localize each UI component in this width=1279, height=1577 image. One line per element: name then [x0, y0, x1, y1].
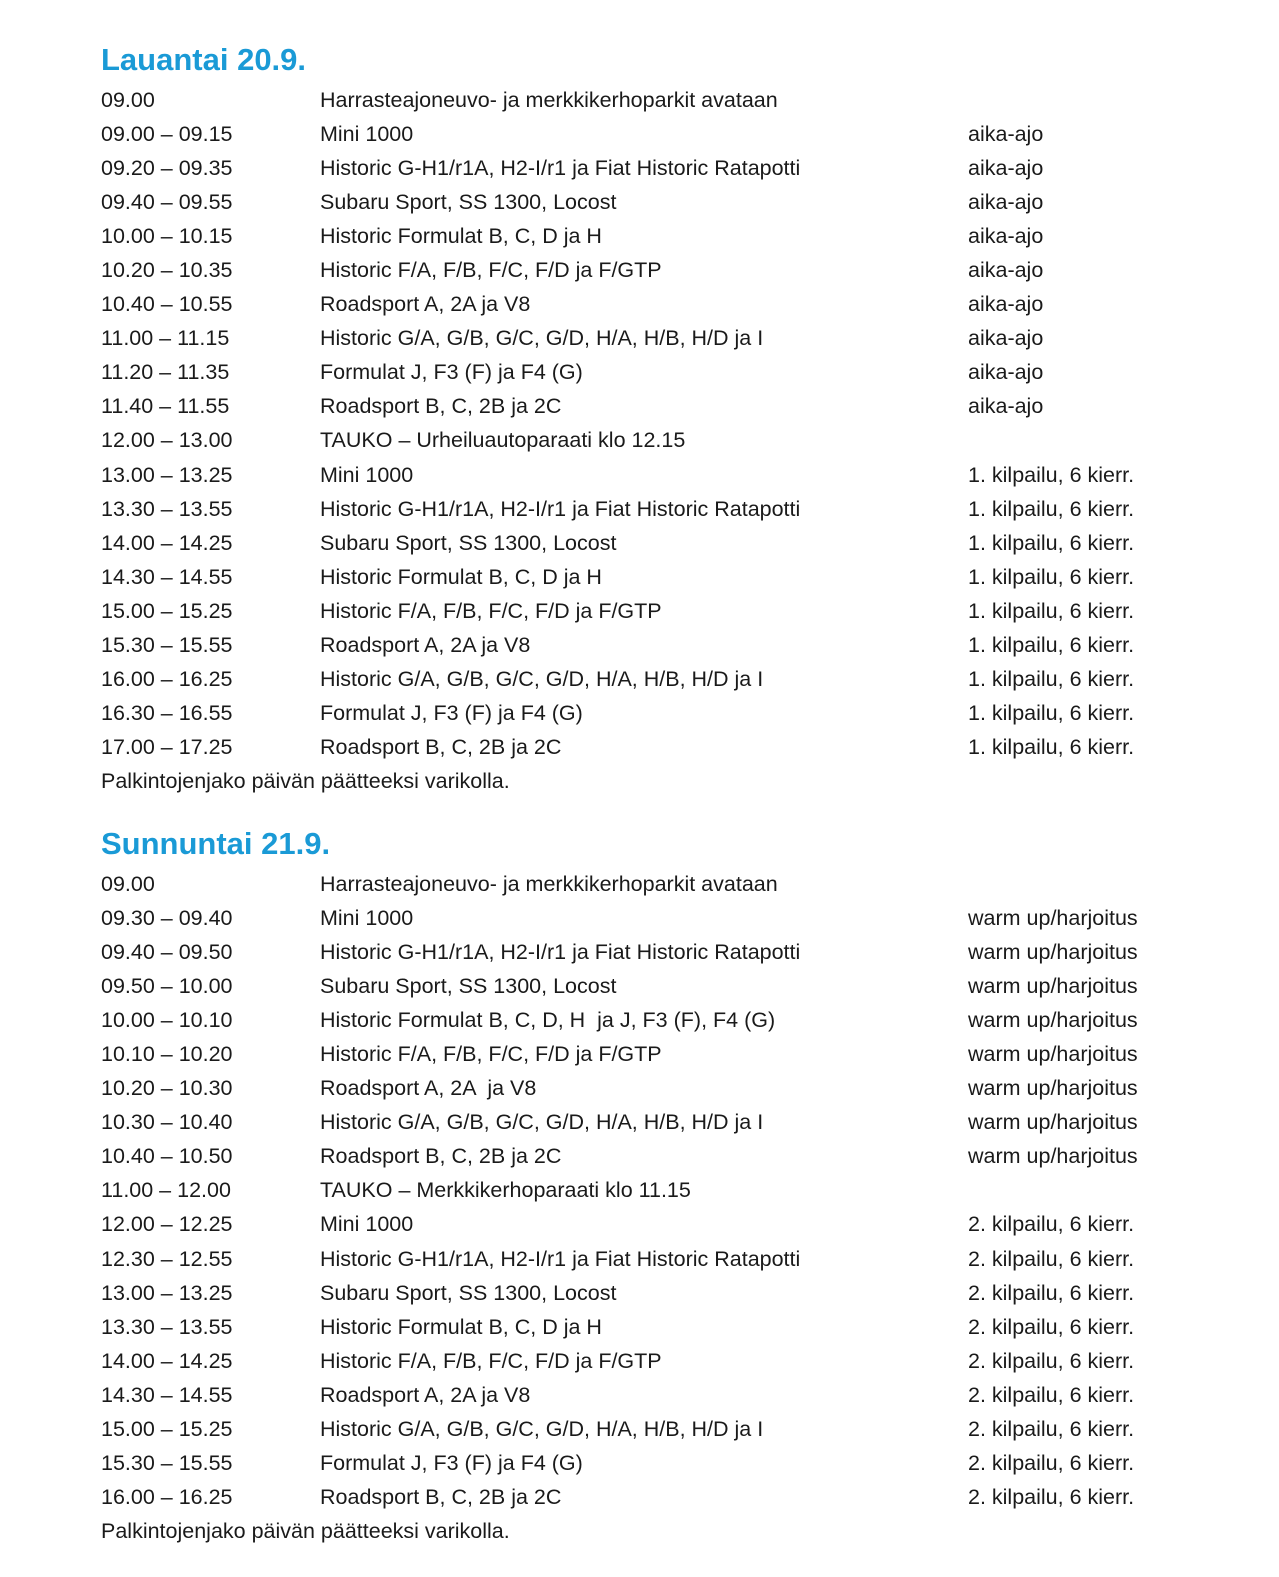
schedule-row: [101, 219, 1221, 253]
row-class: Roadsport B, C, 2B ja 2C: [320, 1144, 562, 1169]
row-time: 10.40 – 10.50: [101, 1144, 233, 1169]
row-time: 13.00 – 13.25: [101, 462, 233, 487]
row-type: aika-ajo: [968, 224, 1044, 249]
row-type: 1. kilpailu, 6 kierr.: [968, 598, 1135, 623]
schedule-row: [101, 696, 1221, 730]
row-class: Mini 1000: [320, 122, 414, 147]
row-class: Roadsport B, C, 2B ja 2C: [320, 394, 562, 419]
row-class: Historic G/A, G/B, G/C, G/D, H/A, H/B, H/D ja I: [320, 326, 764, 351]
row-class: Formulat J, F3 (F) ja F4 (G): [320, 1450, 583, 1475]
row-time: 10.10 – 10.20: [101, 1042, 233, 1067]
schedule-row: [101, 594, 1221, 628]
schedule-row: [101, 730, 1221, 764]
row-type: 2. kilpailu, 6 kierr.: [968, 1348, 1135, 1373]
schedule-row: [101, 1173, 1221, 1207]
schedule-row: [101, 1378, 1221, 1412]
schedule-row: [101, 526, 1221, 560]
row-time: 14.30 – 14.55: [101, 1382, 233, 1407]
row-time: 09.50 – 10.00: [101, 974, 233, 999]
row-class: Mini 1000: [320, 1212, 414, 1237]
row-class: Historic G-H1/r1A, H2-I/r1 ja Fiat Historic Ratapotti: [320, 940, 801, 965]
row-class: Historic F/A, F/B, F/C, F/D ja F/GTP: [320, 258, 662, 283]
schedule-row: [101, 1276, 1221, 1310]
row-class: Roadsport A, 2A ja V8: [320, 1076, 537, 1101]
sunday-schedule: [101, 867, 1221, 1514]
row-type: warm up/harjoitus: [968, 974, 1138, 999]
row-type: warm up/harjoitus: [968, 1076, 1138, 1101]
row-time: 10.00 – 10.15: [101, 224, 233, 249]
schedule-row: [101, 560, 1221, 594]
row-class: Historic F/A, F/B, F/C, F/D ja F/GTP: [320, 598, 662, 623]
row-class: Subaru Sport, SS 1300, Locost: [320, 1280, 617, 1305]
row-class: Formulat J, F3 (F) ja F4 (G): [320, 360, 583, 385]
row-time: 14.00 – 14.25: [101, 530, 233, 555]
schedule-row: [101, 1242, 1221, 1276]
schedule-row: [101, 1310, 1221, 1344]
row-time: 11.20 – 11.35: [101, 360, 230, 385]
row-time: 12.00 – 13.00: [101, 428, 233, 453]
row-class: Mini 1000: [320, 462, 414, 487]
row-type: warm up/harjoitus: [968, 1008, 1138, 1033]
schedule-row: [101, 458, 1221, 492]
row-type: 2. kilpailu, 6 kierr.: [968, 1212, 1135, 1237]
row-type: 2. kilpailu, 6 kierr.: [968, 1484, 1135, 1509]
row-class: Subaru Sport, SS 1300, Locost: [320, 190, 617, 215]
saturday-schedule: [101, 83, 1221, 764]
row-class: Roadsport B, C, 2B ja 2C: [320, 734, 562, 759]
row-type: 1. kilpailu, 6 kierr.: [968, 632, 1135, 657]
row-time: 10.30 – 10.40: [101, 1110, 233, 1135]
row-type: 1. kilpailu, 6 kierr.: [968, 462, 1135, 487]
row-time: 14.30 – 14.55: [101, 564, 233, 589]
sunday-footer: Palkintojenjako päivän päätteeksi varikolla.: [101, 1518, 510, 1543]
row-class: Historic F/A, F/B, F/C, F/D ja F/GTP: [320, 1042, 662, 1067]
schedule-row: [101, 662, 1221, 696]
saturday-footer: Palkintojenjako päivän päätteeksi varikolla.: [101, 768, 510, 793]
row-time: 09.00: [101, 88, 155, 112]
row-type: [968, 1173, 1221, 1207]
row-class: Roadsport A, 2A ja V8: [320, 292, 531, 317]
schedule-row: [101, 1105, 1221, 1139]
row-time: 09.40 – 09.55: [101, 190, 233, 215]
row-time: 11.40 – 11.55: [101, 394, 230, 419]
row-type: 1. kilpailu, 6 kierr.: [968, 734, 1135, 759]
row-time: 13.00 – 13.25: [101, 1280, 233, 1305]
row-time: 15.00 – 15.25: [101, 1416, 233, 1441]
row-type: aika-ajo: [968, 292, 1044, 317]
schedule-row: [101, 287, 1221, 321]
schedule-row: [101, 1207, 1221, 1241]
row-class: Historic G-H1/r1A, H2-I/r1 ja Fiat Historic Ratapotti: [320, 156, 801, 181]
schedule-row: [101, 355, 1221, 389]
schedule-row: [101, 1071, 1221, 1105]
row-class: Historic F/A, F/B, F/C, F/D ja F/GTP: [320, 1348, 662, 1373]
row-time: 12.30 – 12.55: [101, 1246, 233, 1271]
row-time: 10.20 – 10.35: [101, 258, 233, 283]
row-class: Harrasteajoneuvo- ja merkkikerhoparkit avataan: [320, 872, 778, 896]
schedule-row: [101, 1037, 1221, 1071]
schedule-row: [101, 389, 1221, 423]
row-class: Roadsport A, 2A ja V8: [320, 632, 531, 657]
row-type: 1. kilpailu, 6 kierr.: [968, 530, 1135, 555]
row-time: 09.20 – 09.35: [101, 156, 233, 181]
row-time: 11.00 – 11.15: [101, 326, 230, 351]
sunday-heading: Sunnuntai 21.9.: [101, 826, 331, 861]
row-class: Historic G/A, G/B, G/C, G/D, H/A, H/B, H/D ja I: [320, 666, 764, 691]
row-type: aika-ajo: [968, 156, 1044, 181]
row-type: 1. kilpailu, 6 kierr.: [968, 700, 1135, 725]
row-time: 10.40 – 10.55: [101, 292, 233, 317]
row-type: warm up/harjoitus: [968, 1110, 1138, 1135]
schedule-row: [101, 628, 1221, 662]
row-type: [968, 83, 1221, 117]
row-time: 10.00 – 10.10: [101, 1008, 233, 1033]
saturday-section: [101, 38, 1221, 798]
row-time: 16.00 – 16.25: [101, 1484, 233, 1509]
row-time: 11.00 – 12.00: [101, 1178, 231, 1203]
schedule-row: [101, 492, 1221, 526]
row-class: Historic G-H1/r1A, H2-I/r1 ja Fiat Historic Ratapotti: [320, 1246, 801, 1271]
schedule-row: [101, 1446, 1221, 1480]
row-time: 09.40 – 09.50: [101, 940, 233, 965]
row-class: TAUKO – Urheiluautoparaati klo 12.15: [320, 428, 686, 453]
row-type: [968, 423, 1221, 457]
schedule-row: [101, 867, 1221, 901]
row-type: 2. kilpailu, 6 kierr.: [968, 1416, 1135, 1441]
row-type: warm up/harjoitus: [968, 906, 1138, 931]
row-time: 16.30 – 16.55: [101, 700, 233, 725]
row-class: Roadsport A, 2A ja V8: [320, 1382, 531, 1407]
row-time: 15.30 – 15.55: [101, 1450, 233, 1475]
schedule-row: [101, 321, 1221, 355]
row-type: 2. kilpailu, 6 kierr.: [968, 1450, 1135, 1475]
row-time: 16.00 – 16.25: [101, 666, 233, 691]
row-type: 2. kilpailu, 6 kierr.: [968, 1280, 1135, 1305]
row-time: 09.00 – 09.15: [101, 122, 233, 147]
schedule-row: [101, 901, 1221, 935]
row-type: 2. kilpailu, 6 kierr.: [968, 1246, 1135, 1271]
row-type: 1. kilpailu, 6 kierr.: [968, 496, 1135, 521]
schedule-row: [101, 969, 1221, 1003]
row-class: Historic Formulat B, C, D, H ja J, F3 (F), F4 (G): [320, 1008, 776, 1033]
schedule-row: [101, 423, 1221, 457]
row-class: TAUKO – Merkkikerhoparaati klo 11.15: [320, 1178, 691, 1203]
schedule-row: [101, 1139, 1221, 1173]
row-class: Historic G/A, G/B, G/C, G/D, H/A, H/B, H/D ja I: [320, 1416, 764, 1441]
row-class: Subaru Sport, SS 1300, Locost: [320, 530, 617, 555]
schedule-row: [101, 1003, 1221, 1037]
row-class: Mini 1000: [320, 906, 414, 931]
row-type: 1. kilpailu, 6 kierr.: [968, 666, 1135, 691]
saturday-heading: Lauantai 20.9.: [101, 42, 307, 77]
sunday-section: [101, 822, 1221, 1548]
schedule-row: [101, 117, 1221, 151]
row-type: aika-ajo: [968, 190, 1044, 215]
row-time: 13.30 – 13.55: [101, 1314, 233, 1339]
row-time: 15.00 – 15.25: [101, 598, 233, 623]
row-type: warm up/harjoitus: [968, 1042, 1138, 1067]
row-time: 10.20 – 10.30: [101, 1076, 233, 1101]
row-class: Harrasteajoneuvo- ja merkkikerhoparkit avataan: [320, 88, 778, 112]
row-class: Historic G-H1/r1A, H2-I/r1 ja Fiat Historic Ratapotti: [320, 496, 801, 521]
row-time: 12.00 – 12.25: [101, 1212, 233, 1237]
row-class: Historic Formulat B, C, D ja H: [320, 564, 602, 589]
row-time: 14.00 – 14.25: [101, 1348, 233, 1373]
row-type: warm up/harjoitus: [968, 940, 1138, 965]
row-type: aika-ajo: [968, 360, 1044, 385]
row-type: aika-ajo: [968, 394, 1044, 419]
row-time: 17.00 – 17.25: [101, 734, 233, 759]
row-time: 13.30 – 13.55: [101, 496, 233, 521]
row-time: 15.30 – 15.55: [101, 632, 233, 657]
row-type: warm up/harjoitus: [968, 1144, 1138, 1169]
row-type: aika-ajo: [968, 258, 1044, 283]
schedule-row: [101, 151, 1221, 185]
schedule-row: [101, 1344, 1221, 1378]
schedule-row: [101, 253, 1221, 287]
row-class: Formulat J, F3 (F) ja F4 (G): [320, 700, 583, 725]
row-type: [968, 867, 1221, 901]
schedule-row: [101, 185, 1221, 219]
row-type: 2. kilpailu, 6 kierr.: [968, 1382, 1135, 1407]
schedule-row: [101, 1412, 1221, 1446]
schedule-row: [101, 1480, 1221, 1514]
row-class: Subaru Sport, SS 1300, Locost: [320, 974, 617, 999]
row-class: Historic Formulat B, C, D ja H: [320, 1314, 602, 1339]
row-class: Historic Formulat B, C, D ja H: [320, 224, 602, 249]
row-class: Historic G/A, G/B, G/C, G/D, H/A, H/B, H/D ja I: [320, 1110, 764, 1135]
row-class: Roadsport B, C, 2B ja 2C: [320, 1484, 562, 1509]
schedule-row: [101, 935, 1221, 969]
row-type: 1. kilpailu, 6 kierr.: [968, 564, 1135, 589]
row-type: aika-ajo: [968, 326, 1044, 351]
schedule-row: [101, 83, 1221, 117]
row-type: 2. kilpailu, 6 kierr.: [968, 1314, 1135, 1339]
row-time: 09.00: [101, 872, 155, 896]
row-type: aika-ajo: [968, 122, 1044, 147]
row-time: 09.30 – 09.40: [101, 906, 233, 931]
